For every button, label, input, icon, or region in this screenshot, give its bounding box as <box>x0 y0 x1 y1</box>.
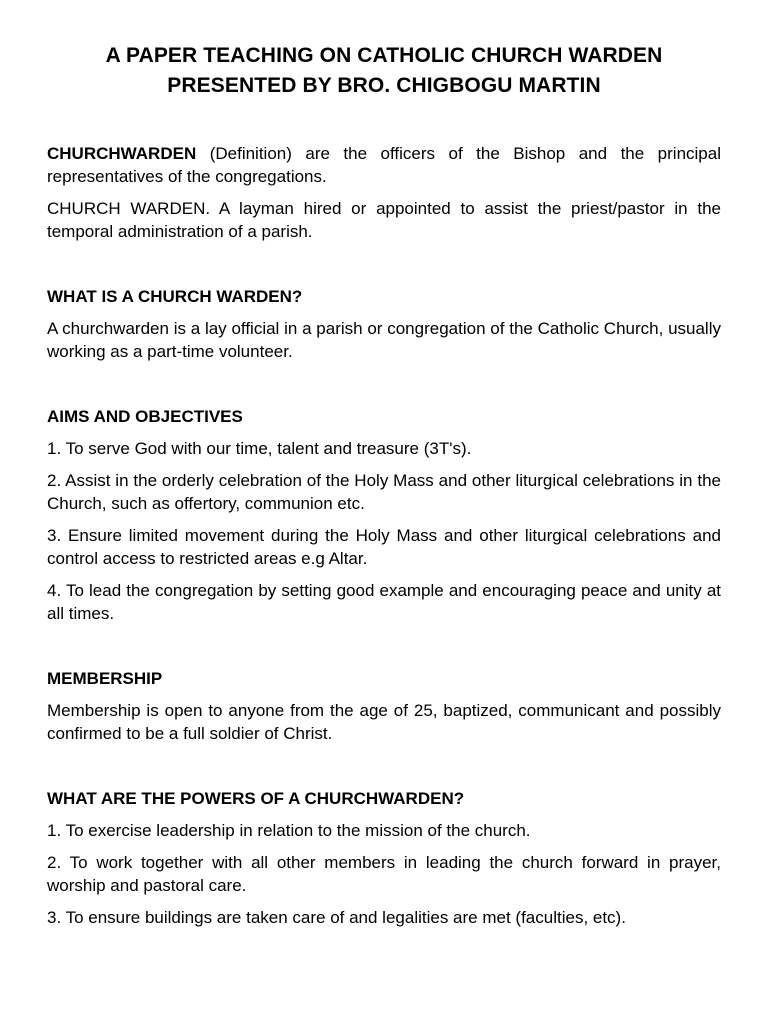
what-paragraph: A churchwarden is a lay official in a parish or congregation of the Catholic Church, usually working as a part-time volunteer. <box>47 319 721 361</box>
document-title <box>47 0 721 101</box>
powers-item-1: 1. To exercise leadership in relation to the mission of the church. <box>47 821 531 840</box>
definition-alt-paragraph: CHURCH WARDEN. A layman hired or appointed to assist the priest/pastor in the temporal administration of a parish. <box>47 199 721 241</box>
title-line-2: PRESENTED BY BRO. CHIGBOGU MARTIN <box>167 74 601 97</box>
powers-item-3: 3. To ensure buildings are taken care of and legalities are met (faculties, etc). <box>47 908 626 927</box>
definition-term: CHURCHWARDEN <box>47 144 197 163</box>
aims-item-4: 4. To lead the congregation by setting good example and encouraging peace and unity at all times. <box>47 581 721 623</box>
definition-text: (Definition) are the officers of the Bishop and the principal representatives of the congregations. <box>47 144 721 186</box>
what-heading: WHAT IS A CHURCH WARDEN? <box>47 287 303 306</box>
aims-item-2: 2. Assist in the orderly celebration of the Holy Mass and other liturgical celebrations in the Church, such as offertory, communion etc. <box>47 471 721 513</box>
aims-item-3: 3. Ensure limited movement during the Holy Mass and other liturgical celebrations and control access to restricted areas e.g Altar. <box>47 526 721 568</box>
aims-heading: AIMS AND OBJECTIVES <box>47 407 243 426</box>
powers-item-2: 2. To work together with all other members in leading the church forward in prayer, worship and pastoral care. <box>47 853 721 895</box>
membership-paragraph: Membership is open to anyone from the age of 25, baptized, communicant and possibly confirmed to be a full soldier of Christ. <box>47 701 721 743</box>
aims-item-1: 1. To serve God with our time, talent and treasure (3T's). <box>47 439 472 458</box>
powers-heading: WHAT ARE THE POWERS OF A CHURCHWARDEN? <box>47 789 465 808</box>
membership-heading: MEMBERSHIP <box>47 669 163 688</box>
title-line-1: A PAPER TEACHING ON CATHOLIC CHURCH WARDEN <box>105 44 663 67</box>
definition-paragraph <box>47 142 721 188</box>
